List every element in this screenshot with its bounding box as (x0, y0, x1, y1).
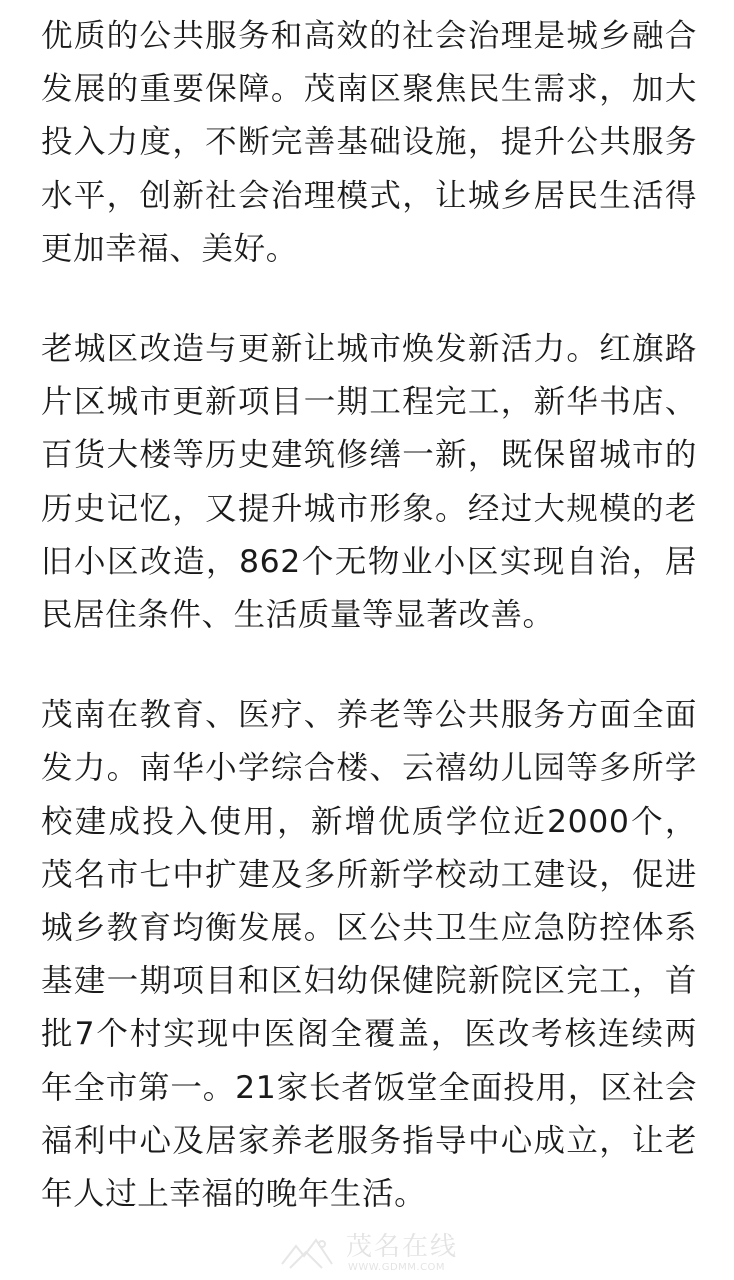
paragraph-education-health-elderly: 茂南在教育、医疗、养老等公共服务方面全面发力。南华小学综合楼、云禧幼儿园等多所学校建成投入使用，新增优质学位近2000个，茂名市七中扩建及多所新学校动工建设，促进城乡教育均衡发展。区公共卫生应急防控体系基建一期项目和区妇幼保健院新院区完工，首批7个村实现中医阁全覆盖，医改考核连续两年全市第一。21家长者饭堂全面投用，区社会福利中心及居家养老服务指导中心成立，让老年人过上幸福的晚年生活。 (41, 697, 697, 1213)
site-watermark (276, 1232, 476, 1278)
watermark-logo-icon (276, 1234, 338, 1274)
paragraph-old-town-renewal: 老城区改造与更新让城市焕发新活力。红旗路片区城市更新项目一期工程完工，新华书店、百货大楼等历史建筑修缮一新，既保留城市的历史记忆，又提升城市形象。经过大规模的老旧小区改造，862个无物业小区实现自治，居民居住条件、生活质量等显著改善。 (41, 331, 697, 634)
article-body (41, 10, 697, 1221)
watermark-site-url: WWW.GDMM.COM (348, 1262, 446, 1273)
watermark-site-name: 茂名在线 (346, 1232, 459, 1262)
paragraph-public-services: 优质的公共服务和高效的社会治理是城乡融合发展的重要保障。茂南区聚焦民生需求，加大投入力度，不断完善基础设施，提升公共服务水平，创新社会治理模式，让城乡居民生活得更加幸福、美好。 (41, 18, 697, 267)
